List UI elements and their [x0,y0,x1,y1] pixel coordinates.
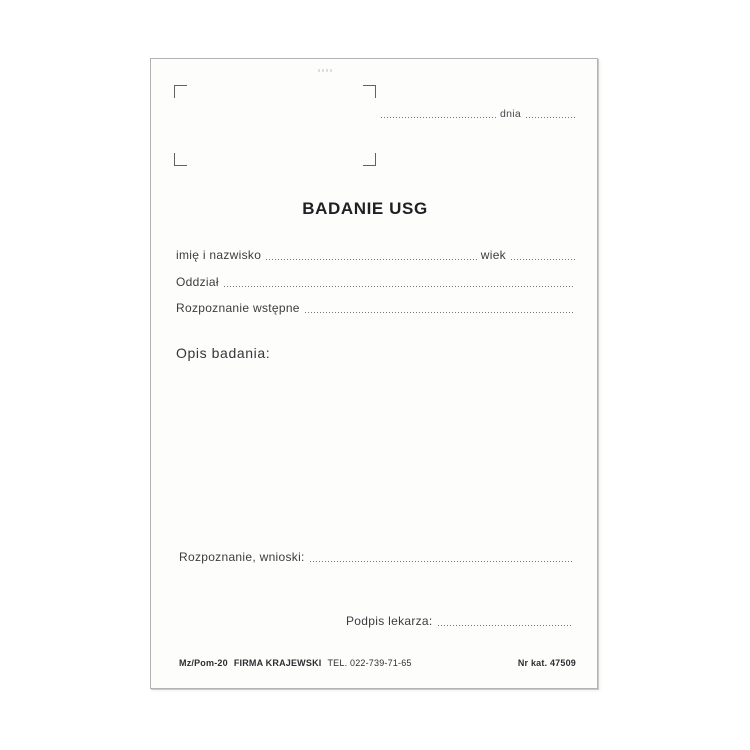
stamp-corner-bottom-left-icon [174,153,187,166]
form-sheet [150,58,598,689]
printer-phone: TEL. 022-739-71-65 [327,658,412,668]
preliminary-diagnosis-label: Rozpoznanie wstępne [176,301,300,315]
ward-row [176,276,576,289]
date-fill-line [526,117,576,118]
conclusions-fill-line [310,561,573,562]
form-footer [179,658,576,668]
preliminary-diagnosis-fill-line [305,312,573,313]
date-label: dnia [499,108,521,120]
date-row [376,108,576,121]
stamp-corner-top-right-icon [363,85,376,98]
date-place-fill-line [381,117,497,118]
scan-artifact [318,69,332,72]
stamp-corner-top-left-icon [174,85,187,98]
conclusions-label: Rozpoznanie, wnioski: [179,550,305,564]
signature-row [346,615,574,628]
ward-label: Oddział [176,275,219,289]
catalog-number: Nr kat. 47509 [517,658,576,668]
form-code: Mz/Pom-20 [179,658,228,668]
age-label: wiek [480,248,506,262]
signature-label: Podpis lekarza: [346,614,433,628]
conclusions-row [179,551,576,564]
stamp-corner-bottom-right-icon [363,153,376,166]
name-label: imię i nazwisko [176,248,262,262]
age-fill-line [511,259,576,260]
name-age-row [176,249,576,262]
name-fill-line [266,259,478,260]
printer-company: FIRMA KRAJEWSKI [233,658,322,668]
description-label: Opis badania: [176,345,271,361]
signature-fill-line [438,625,571,626]
preliminary-diagnosis-row [176,302,576,315]
ward-fill-line [224,286,573,287]
form-title: BADANIE USG [302,199,428,218]
